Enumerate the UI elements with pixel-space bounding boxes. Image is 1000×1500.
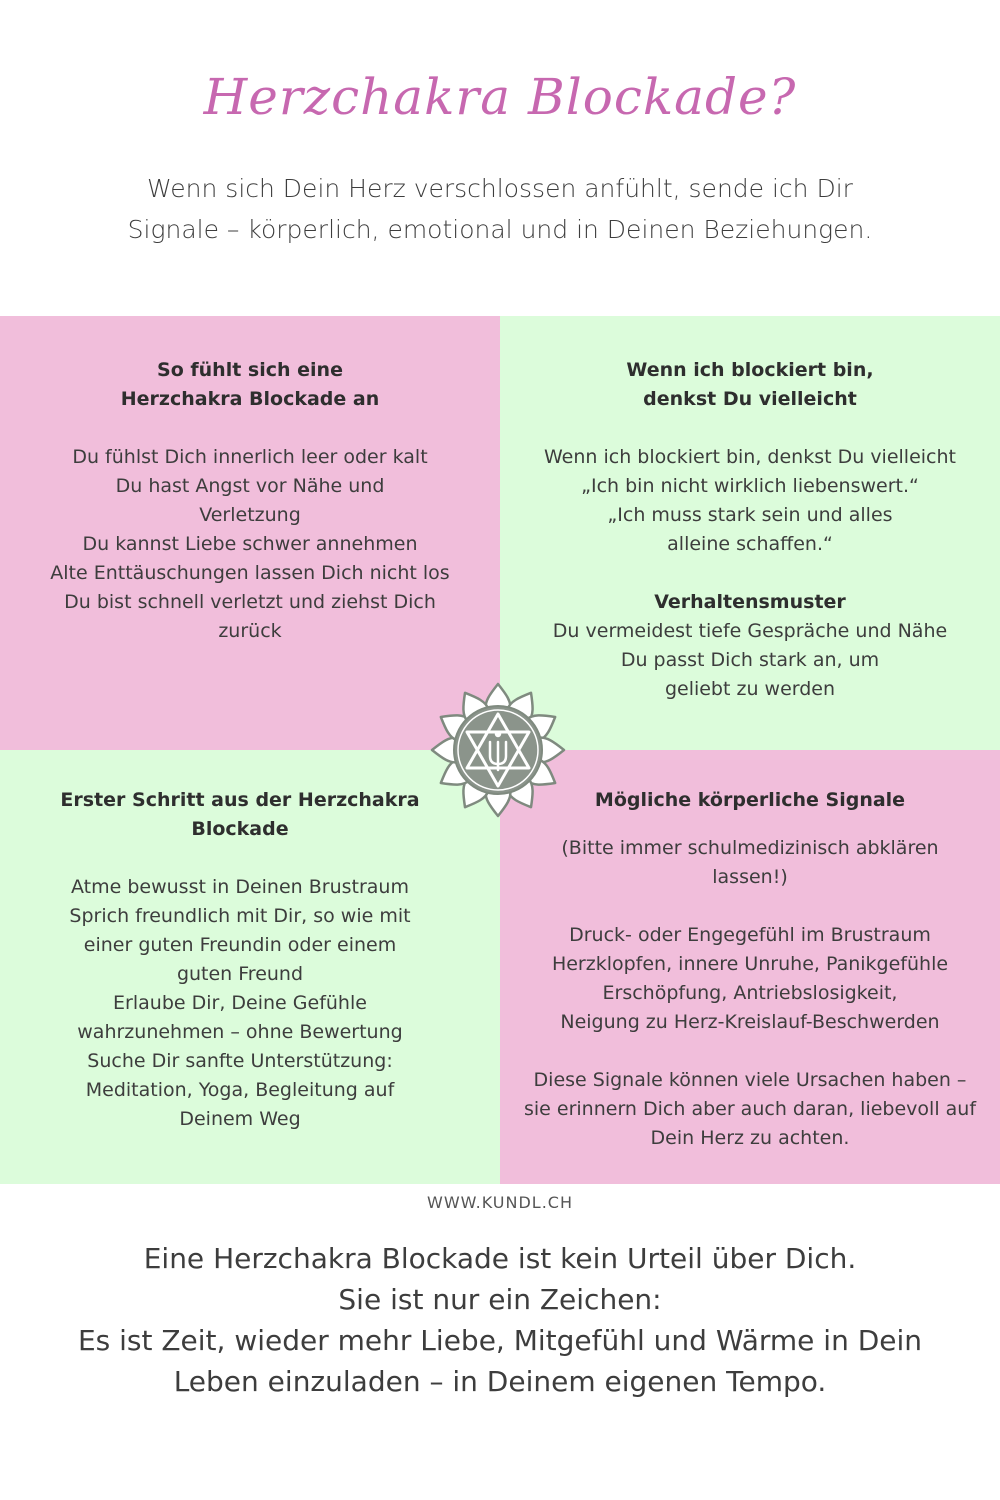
panel-lines: [530, 443, 970, 559]
list-item: Alte Enttäuschungen lassen Dich nicht los: [50, 562, 450, 584]
closing-line: Es ist Zeit, wieder mehr Liebe, Mitgefühl und Wärme in Dein Leben einzuladen – in Deinem eigenen Tempo.: [77, 1324, 923, 1398]
panel-lines: [30, 873, 450, 1134]
closing-text: [60, 1238, 940, 1402]
list-item: Atme bewusst in Deinen Brustraum: [71, 876, 409, 898]
list-item: Du hast Angst vor Nähe und Verletzung: [115, 475, 385, 526]
list-item: Du vermeidest tiefe Gespräche und Nähe: [552, 620, 948, 642]
list-item: Du fühlst Dich innerlich leer oder kalt: [72, 446, 428, 468]
list-item: Du bist schnell verletzt und ziehst Dich zurück: [64, 591, 436, 642]
website-link[interactable]: WWW.KUNDL.CH: [427, 1193, 573, 1212]
list-item: Erlaube Dir, Deine Gefühle wahrzunehmen – ohne Bewertung: [77, 992, 403, 1043]
panel-heading: Wenn ich blockiert bin, denkst Du vielleicht: [626, 359, 874, 410]
panel-first-step: [0, 750, 500, 1184]
list-item: Neigung zu Herz-Kreislauf-Beschwerden: [560, 1011, 940, 1033]
panel-subheading: Verhaltensmuster: [654, 591, 846, 613]
panel-heading: Mögliche körperliche Signale: [594, 789, 906, 811]
panel-lines: [520, 921, 980, 1037]
list-item: Druck- oder Engegefühl im Brustraum: [569, 924, 931, 946]
panel-blocked-thoughts: [500, 316, 1000, 750]
panel-sub-lines: [530, 617, 970, 704]
list-item: Du passt Dich stark an, um geliebt zu werden: [620, 649, 880, 700]
heart-chakra-icon: [428, 680, 568, 820]
list-item: Erschöpfung, Antriebslosigkeit,: [602, 982, 898, 1004]
list-item: „Ich bin nicht wirklich liebenswert.“: [581, 475, 919, 497]
list-item: Wenn ich blockiert bin, denkst Du vielleicht: [543, 446, 956, 468]
panel-note: (Bitte immer schulmedizinisch abklären lassen!): [561, 837, 939, 888]
list-item: Du kannst Liebe schwer annehmen: [82, 533, 418, 555]
panel-blockade-feeling: [0, 316, 500, 750]
closing-line: Eine Herzchakra Blockade ist kein Urteil über Dich.: [143, 1242, 857, 1275]
panel-closing: Diese Signale können viele Ursachen haben – sie erinnern Dich aber auch daran, liebevoll auf Dein Herz zu achten.: [523, 1069, 977, 1149]
panel-lines: [50, 443, 450, 646]
closing-line: Sie ist nur ein Zeichen:: [338, 1283, 662, 1316]
list-item: Herzklopfen, innere Unruhe, Panikgefühle: [551, 953, 949, 975]
page-title: Herzchakra Blockade?: [203, 68, 797, 126]
panel-heading: Erster Schritt aus der Herzchakra Blockade: [60, 789, 420, 840]
list-item: Sprich freundlich mit Dir, so wie mit einer guten Freundin oder einem guten Freund: [69, 905, 411, 985]
list-item: „Ich muss stark sein und alles alleine schaffen.“: [607, 504, 893, 555]
panel-heading: So fühlt sich eine Herzchakra Blockade an: [120, 359, 380, 410]
intro-text: Wenn sich Dein Herz verschlossen anfühlt, sende ich Dir Signale – körperlich, emotional und in Deinen Beziehungen.: [127, 174, 873, 244]
panel-physical-signals: [500, 750, 1000, 1184]
list-item: Suche Dir sanfte Unterstützung: Meditation, Yoga, Begleitung auf Deinem Weg: [85, 1050, 395, 1130]
